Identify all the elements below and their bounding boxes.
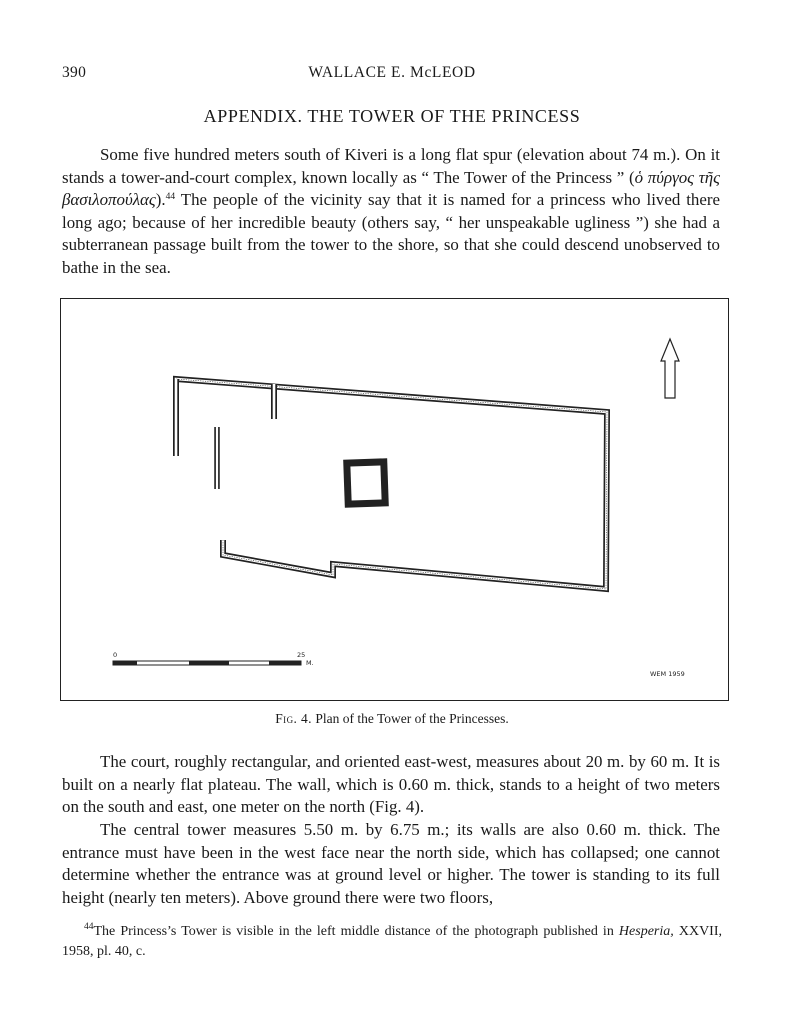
footnote-ref[interactable]: 44 bbox=[165, 192, 176, 203]
drawing-credit: WEM 1959 bbox=[650, 670, 685, 678]
intro-text-3: The people of the vicinity say that it is named for a princess who lived there long ago; because of her incredible beauty (others say, “ her unspeakable ugliness ”) she had a subterranean passage built from the tower to the shore, so that she could descend unobserved to bathe in the sea. bbox=[62, 190, 720, 277]
court-walls bbox=[176, 379, 607, 589]
court-paragraph: The court, roughly rectangular, and oriented east-west, measures about 20 m. by 60 m. It is built on a nearly flat plateau. The wall, which is 0.60 m. thick, stands to a height of two meters on the south and east, one meter on the north (Fig. 4). bbox=[62, 752, 720, 817]
figure-caption-text: Plan of the Tower of the Princesses. bbox=[315, 711, 509, 726]
north-arrow-icon bbox=[661, 339, 679, 398]
footnote-journal: Hesperia, bbox=[618, 924, 674, 939]
figure-caption bbox=[62, 711, 722, 727]
scale-bar bbox=[113, 651, 314, 667]
running-head bbox=[62, 64, 722, 86]
scale-zero: 0 bbox=[113, 651, 118, 659]
greek-name: ὁ πύργος τῆς βασιλοπούλας bbox=[62, 167, 720, 210]
intro-text-2: ). bbox=[155, 190, 166, 210]
footnote-number: 44 bbox=[84, 922, 94, 932]
intro-text-1: Some five hundred meters south of Kiveri is a long flat spur (elevation about 74 m.). On it stands a tower-and-court complex, known locally as “ The Tower of the Princess ” ( bbox=[62, 145, 720, 187]
running-title: WALLACE E. McLEOD bbox=[308, 64, 476, 81]
footnote-text-2: XXVII, 1958, pl. 40, c. bbox=[62, 924, 722, 959]
scale-end: 25 bbox=[297, 651, 306, 659]
figure-frame bbox=[60, 298, 729, 701]
footnote bbox=[62, 922, 722, 962]
section-title: APPENDIX. THE TOWER OF THE PRINCESS bbox=[203, 106, 581, 126]
site-plan bbox=[61, 299, 727, 699]
figure-label: Fig. 4. bbox=[275, 711, 312, 726]
scale-unit: M. bbox=[306, 659, 314, 667]
footnote-text-1: The Princess’s Tower is visible in the left middle distance of the photograph published in bbox=[93, 924, 619, 939]
central-tower bbox=[343, 458, 389, 508]
intro-paragraph bbox=[62, 144, 720, 280]
page-number: 390 bbox=[62, 64, 87, 81]
tower-paragraph: The central tower measures 5.50 m. by 6.75 m.; its walls are also 0.60 m. thick. The entrance must have been in the west face near the north side, which has collapsed; one cannot determine whether the entrance was at ground level or higher. The tower is standing to its full height (nearly ten meters). Above ground there were two floors, bbox=[62, 820, 720, 907]
